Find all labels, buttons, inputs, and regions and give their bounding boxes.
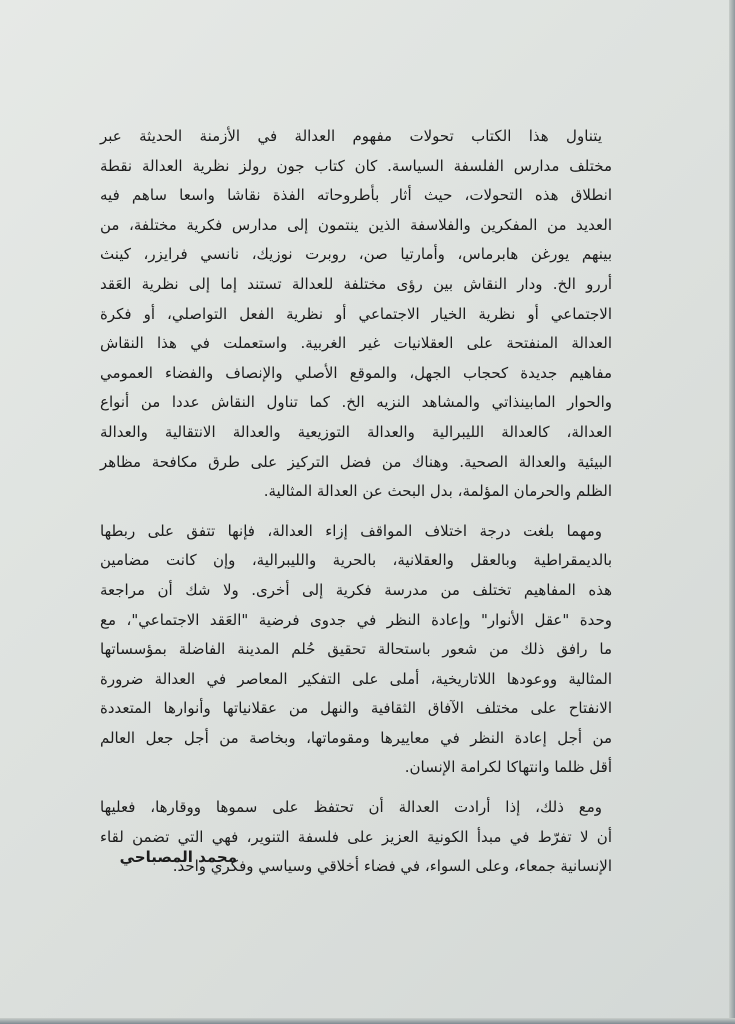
cover-bottom-edge (0, 1018, 735, 1024)
blurb-paragraph-1 (100, 122, 612, 507)
text-line: أن لا تفرّط في مبدأ الكونية العزيز على فلسفة التنوير، فهي التي تضمن لقاء (100, 827, 612, 846)
text-line: المثالية ووعودها اللاتاريخية، أملى على التفكير المعاصر في العدالة ضرورة (100, 669, 612, 688)
text-line: بينهم يورغن هابرماس، وأمارتيا صن، روبرت نوزيك، نانسي فرايزر، كينث (100, 245, 612, 264)
blurb-paragraph-3 (100, 793, 612, 882)
text-line: هذه المفاهيم تختلف من مدرسة فكرية إلى أخرى. ولا شك أن مراجعة (100, 580, 612, 599)
text-line: بالديمقراطية وبالعقل والعقلانية، بالحرية والليبرالية، وإن كانت مضامين (100, 551, 612, 570)
text-line: الانفتاح على مختلف الآفاق الثقافية والنهل من عقلانياتها وأنوارها المتعددة (100, 699, 612, 718)
text-line: البيئية والعدالة الصحية. وهناك من فضل التركيز على طرق مكافحة مظاهر (100, 452, 612, 471)
text-line: من أجل إعادة النظر في معاييرها ومقوماتها، وبخاصة من أجل جعل العالم (100, 728, 612, 747)
text-line: مختلف مدارس الفلسفة السياسة. كان كتاب جون رولز نظرية العدالة نقطة (100, 156, 612, 175)
blurb-text (100, 122, 612, 892)
cover-right-edge (729, 0, 735, 1024)
text-line: ما رافق ذلك من شعور باستحالة تحقيق حُلم المدينة الفاضلة بمؤسساتها (100, 640, 612, 659)
text-line: ومهما بلغت درجة اختلاف المواقف إزاء العدالة، فإنها تتفق على ربطها (100, 521, 602, 540)
text-line: وحدة "عقل الأنوار" وإعادة النظر في جدوى فرضية "العَقد الاجتماعي"، مع (100, 610, 612, 629)
text-line: الاجتماعي أو نظرية الخيار الاجتماعي أو نظرية الفعل التواصلي، أو فكرة (100, 304, 612, 323)
text-line: العديد من المفكرين والفلاسفة الذين ينتمون إلى مدارس فكرية مختلفة، من (100, 215, 612, 234)
text-line: العدالة المنفتحة على العقلانيات غير الغربية. واستعملت في هذا النقاش (100, 334, 612, 353)
text-line: الإنسانية جمعاء، وعلى السواء، في فضاء أخلاقي وسياسي وفكري واحد. (172, 857, 612, 876)
text-line: الظلم والحرمان المؤلمة، بدل البحث عن العدالة المثالية. (263, 482, 612, 501)
text-line: العدالة، كالعدالة الليبرالية والعدالة التوزيعية والعدالة الانتقالية والعدالة (100, 422, 612, 441)
author-signature: محمد المصباحي (119, 848, 237, 866)
text-line: انطلاق هذه التحولات، حيث أثار بأطروحاته الفذة نقاشا واسعا ساهم فيه (100, 186, 612, 205)
text-line: أقل ظلما وانتهاكا لكرامة الإنسان. (404, 758, 612, 777)
text-line: والحوار المابينذاتي والمشاهد النزيه الخ. كما تناول النقاش عددا من أنواع (100, 393, 612, 412)
text-line: أررو الخ. ودار النقاش بين رؤى مختلفة للعدالة تستند إما إلى نظرية العَقد (100, 274, 612, 293)
blurb-paragraph-2 (100, 517, 612, 783)
text-line: مفاهيم جديدة كحجاب الجهل، والموقع الأصلي والإنصاف والفضاء العمومي (100, 363, 612, 382)
text-line: ومع ذلك، إذا أرادت العدالة أن تحتفظ على سموها ووقارها، فعليها (100, 798, 602, 817)
text-line: يتناول هذا الكتاب تحولات مفهوم العدالة في الأزمنة الحديثة عبر (100, 127, 602, 145)
